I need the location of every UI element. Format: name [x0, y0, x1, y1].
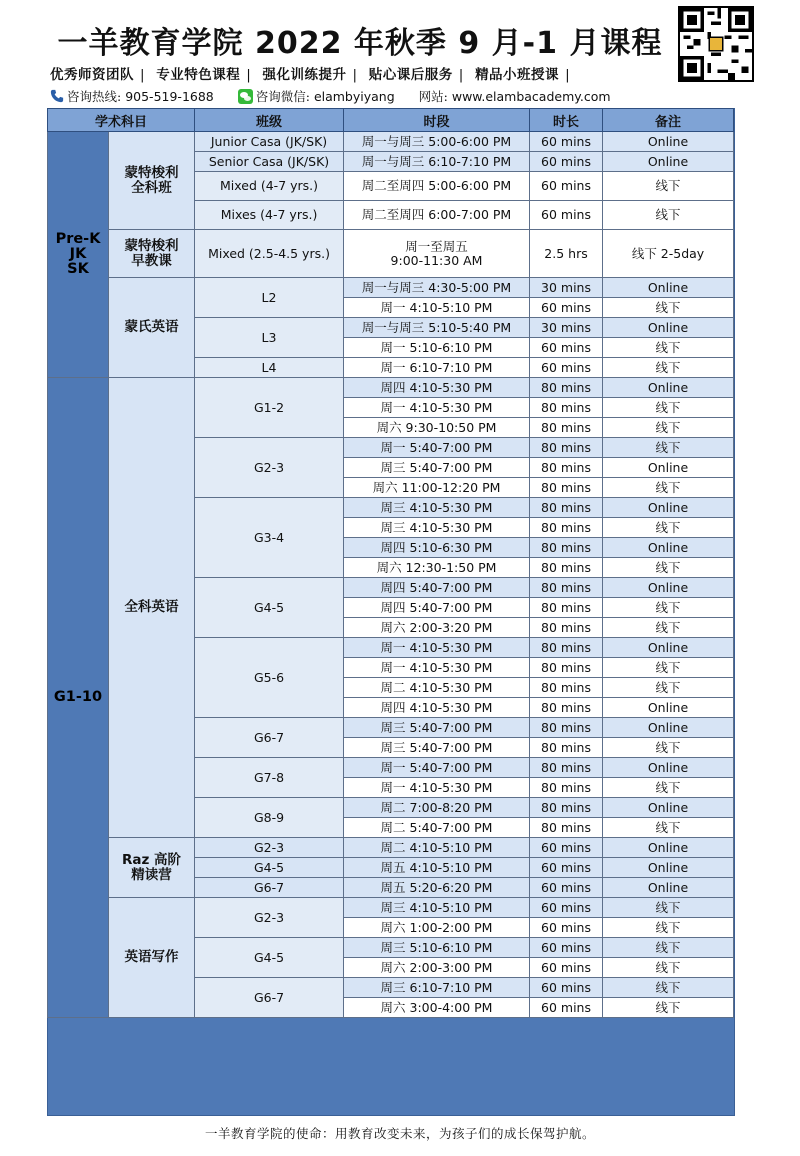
duration-cell: 80 mins: [530, 478, 603, 498]
time-cell: 周一 5:40-7:00 PM: [344, 758, 530, 778]
phone-icon: [50, 89, 64, 103]
level-cell: G4-5: [195, 578, 344, 638]
time-cell: 周五 5:20-6:20 PM: [344, 878, 530, 898]
table-row: [48, 230, 734, 278]
header-note: 备注: [603, 109, 734, 132]
note-cell: 线下: [603, 918, 734, 938]
note-cell: Online: [603, 718, 734, 738]
duration-cell: 60 mins: [530, 898, 603, 918]
time-cell: 周四 5:10-6:30 PM: [344, 538, 530, 558]
duration-cell: 80 mins: [530, 398, 603, 418]
level-cell: Mixes (4-7 yrs.): [195, 201, 344, 230]
course-cell: Raz 高阶 精读营: [109, 838, 195, 898]
time-cell: 周四 5:40-7:00 PM: [344, 598, 530, 618]
time-cell: 周六 2:00-3:00 PM: [344, 958, 530, 978]
level-cell: G1-2: [195, 378, 344, 438]
duration-cell: 80 mins: [530, 438, 603, 458]
note-cell: 线下: [603, 478, 734, 498]
table-header-row: [48, 109, 734, 132]
note-cell: 线下: [603, 978, 734, 998]
time-cell: 周一 4:10-5:30 PM: [344, 658, 530, 678]
wechat-icon: [238, 89, 253, 104]
note-cell: 线下: [603, 778, 734, 798]
level-cell: G5-6: [195, 638, 344, 718]
duration-cell: 80 mins: [530, 578, 603, 598]
time-cell: 周二 4:10-5:30 PM: [344, 678, 530, 698]
duration-cell: 80 mins: [530, 738, 603, 758]
duration-cell: 60 mins: [530, 152, 603, 172]
duration-cell: 80 mins: [530, 798, 603, 818]
duration-cell: 80 mins: [530, 498, 603, 518]
duration-cell: 60 mins: [530, 172, 603, 201]
time-cell: 周一至周五 9:00-11:30 AM: [344, 230, 530, 278]
level-cell: G3-4: [195, 498, 344, 578]
time-cell: 周三 5:40-7:00 PM: [344, 738, 530, 758]
duration-cell: 60 mins: [530, 978, 603, 998]
time-cell: 周六 9:30-10:50 PM: [344, 418, 530, 438]
time-cell: 周三 4:10-5:10 PM: [344, 898, 530, 918]
level-cell: G6-7: [195, 718, 344, 758]
note-cell: 线下: [603, 518, 734, 538]
time-cell: 周一 5:40-7:00 PM: [344, 438, 530, 458]
note-cell: 线下: [603, 398, 734, 418]
duration-cell: 80 mins: [530, 558, 603, 578]
note-cell: Online: [603, 578, 734, 598]
level-cell: G2-3: [195, 838, 344, 858]
level-cell: G7-8: [195, 758, 344, 798]
course-cell: 蒙特梭利 全科班: [109, 132, 195, 230]
duration-cell: 60 mins: [530, 918, 603, 938]
note-cell: Online: [603, 798, 734, 818]
website-link[interactable]: www.elambacademy.com: [451, 89, 611, 104]
page-title: 一羊教育学院 2022 年秋季 9 月-1 月课程: [57, 26, 663, 61]
duration-cell: 80 mins: [530, 418, 603, 438]
time-cell: 周二 5:40-7:00 PM: [344, 818, 530, 838]
table-row: [48, 278, 734, 298]
note-cell: Online: [603, 318, 734, 338]
header-time: 时段: [344, 109, 530, 132]
note-cell: 线下: [603, 338, 734, 358]
feature-item: 强化训练提升: [262, 67, 347, 83]
table-row: [48, 378, 734, 398]
note-cell: 线下: [603, 172, 734, 201]
time-cell: 周一 4:10-5:30 PM: [344, 398, 530, 418]
course-cell: 英语写作: [109, 898, 195, 1018]
time-cell: 周一与周三 5:00-6:00 PM: [344, 132, 530, 152]
time-cell: 周一 4:10-5:30 PM: [344, 638, 530, 658]
header-subject: 学术科目: [48, 109, 195, 132]
mission-footer: 一羊教育学院的使命：用教育改变未来，为孩子们的成长保驾护航。: [204, 1126, 595, 1141]
duration-cell: 80 mins: [530, 638, 603, 658]
note-cell: Online: [603, 838, 734, 858]
duration-cell: 80 mins: [530, 518, 603, 538]
schedule-table: [47, 108, 734, 1018]
level-cell: Junior Casa (JK/SK): [195, 132, 344, 152]
note-cell: 线下: [603, 938, 734, 958]
phone-label: 咨询热线:: [67, 89, 122, 104]
feature-item: 专业特色课程: [156, 67, 241, 83]
time-cell: 周二 4:10-5:10 PM: [344, 838, 530, 858]
duration-cell: 80 mins: [530, 698, 603, 718]
level-cell: G6-7: [195, 978, 344, 1018]
time-cell: 周五 4:10-5:10 PM: [344, 858, 530, 878]
level-cell: G8-9: [195, 798, 344, 838]
duration-cell: 60 mins: [530, 938, 603, 958]
time-cell: 周一 5:10-6:10 PM: [344, 338, 530, 358]
course-cell: 全科英语: [109, 378, 195, 838]
time-cell: 周一 4:10-5:30 PM: [344, 778, 530, 798]
note-cell: Online: [603, 878, 734, 898]
level-cell: G6-7: [195, 878, 344, 898]
level-cell: L2: [195, 278, 344, 318]
table-row: [48, 132, 734, 152]
note-cell: Online: [603, 858, 734, 878]
duration-cell: 60 mins: [530, 358, 603, 378]
duration-cell: 30 mins: [530, 278, 603, 298]
level-cell: G2-3: [195, 438, 344, 498]
level-cell: Senior Casa (JK/SK): [195, 152, 344, 172]
note-cell: Online: [603, 152, 734, 172]
header-duration: 时长: [530, 109, 603, 132]
note-cell: 线下: [603, 298, 734, 318]
time-cell: 周三 5:40-7:00 PM: [344, 718, 530, 738]
duration-cell: 60 mins: [530, 298, 603, 318]
time-cell: 周六 12:30-1:50 PM: [344, 558, 530, 578]
phone-number: 905-519-1688: [125, 89, 214, 104]
course-cell: 蒙特梭利 早教课: [109, 230, 195, 278]
note-cell: 线下: [603, 558, 734, 578]
duration-cell: 80 mins: [530, 538, 603, 558]
contact-line: [50, 87, 690, 105]
time-cell: 周六 11:00-12:20 PM: [344, 478, 530, 498]
note-cell: 线下: [603, 898, 734, 918]
level-cell: L3: [195, 318, 344, 358]
time-cell: 周一 4:10-5:10 PM: [344, 298, 530, 318]
note-cell: Online: [603, 638, 734, 658]
duration-cell: 80 mins: [530, 818, 603, 838]
time-cell: 周四 5:40-7:00 PM: [344, 578, 530, 598]
note-cell: 线下: [603, 738, 734, 758]
feature-item: 精品小班授课: [475, 67, 560, 83]
note-cell: 线下: [603, 998, 734, 1018]
table-row: [48, 838, 734, 858]
course-cell: 蒙氏英语: [109, 278, 195, 378]
wechat-id: elambyiyang: [313, 89, 395, 104]
header-class: 班级: [195, 109, 344, 132]
level-cell: L4: [195, 358, 344, 378]
note-cell: Online: [603, 132, 734, 152]
time-cell: 周三 4:10-5:30 PM: [344, 518, 530, 538]
duration-cell: 80 mins: [530, 678, 603, 698]
note-cell: 线下: [603, 418, 734, 438]
duration-cell: 80 mins: [530, 718, 603, 738]
note-cell: 线下: [603, 678, 734, 698]
note-cell: 线下: [603, 818, 734, 838]
duration-cell: 60 mins: [530, 858, 603, 878]
note-cell: Online: [603, 458, 734, 478]
note-cell: 线下: [603, 618, 734, 638]
time-cell: 周六 2:00-3:20 PM: [344, 618, 530, 638]
level-cell: Mixed (2.5-4.5 yrs.): [195, 230, 344, 278]
level-cell: G4-5: [195, 938, 344, 978]
duration-cell: 80 mins: [530, 618, 603, 638]
time-cell: 周二 7:00-8:20 PM: [344, 798, 530, 818]
duration-cell: 80 mins: [530, 378, 603, 398]
level-cell: G2-3: [195, 898, 344, 938]
time-cell: 周一与周三 4:30-5:00 PM: [344, 278, 530, 298]
wechat-label: 咨询微信:: [255, 89, 310, 104]
duration-cell: 60 mins: [530, 838, 603, 858]
note-cell: Online: [603, 538, 734, 558]
time-cell: 周二至周四 5:00-6:00 PM: [344, 172, 530, 201]
note-cell: 线下: [603, 598, 734, 618]
time-cell: 周一与周三 5:10-5:40 PM: [344, 318, 530, 338]
note-cell: Online: [603, 758, 734, 778]
time-cell: 周四 4:10-5:30 PM: [344, 378, 530, 398]
duration-cell: 2.5 hrs: [530, 230, 603, 278]
level-cell: Mixed (4-7 yrs.): [195, 172, 344, 201]
duration-cell: 80 mins: [530, 758, 603, 778]
note-cell: 线下: [603, 658, 734, 678]
note-cell: Online: [603, 498, 734, 518]
duration-cell: 80 mins: [530, 598, 603, 618]
time-cell: 周一与周三 6:10-7:10 PM: [344, 152, 530, 172]
duration-cell: 80 mins: [530, 658, 603, 678]
time-cell: 周三 5:40-7:00 PM: [344, 458, 530, 478]
time-cell: 周二至周四 6:00-7:00 PM: [344, 201, 530, 230]
time-cell: 周四 4:10-5:30 PM: [344, 698, 530, 718]
level-cell: G4-5: [195, 858, 344, 878]
time-cell: 周六 1:00-2:00 PM: [344, 918, 530, 938]
time-cell: 周三 4:10-5:30 PM: [344, 498, 530, 518]
note-cell: 线下: [603, 358, 734, 378]
subject-cell: Pre-K JK SK: [48, 132, 109, 378]
duration-cell: 60 mins: [530, 998, 603, 1018]
feature-item: 优秀师资团队: [50, 67, 134, 83]
time-cell: 周一 6:10-7:10 PM: [344, 358, 530, 378]
note-cell: 线下 2-5day: [603, 230, 734, 278]
duration-cell: 30 mins: [530, 318, 603, 338]
time-cell: 周三 5:10-6:10 PM: [344, 938, 530, 958]
note-cell: Online: [603, 378, 734, 398]
feature-list: 优秀师资团队 | 专业特色课程 | 强化训练提升 | 贴心课后服务 | 精品小班授课 |: [50, 67, 571, 83]
duration-cell: 60 mins: [530, 201, 603, 230]
time-cell: 周三 6:10-7:10 PM: [344, 978, 530, 998]
duration-cell: 60 mins: [530, 132, 603, 152]
duration-cell: 60 mins: [530, 338, 603, 358]
subject-cell: G1-10: [48, 378, 109, 1018]
note-cell: 线下: [603, 958, 734, 978]
note-cell: 线下: [603, 438, 734, 458]
duration-cell: 80 mins: [530, 458, 603, 478]
duration-cell: 60 mins: [530, 878, 603, 898]
note-cell: Online: [603, 698, 734, 718]
note-cell: Online: [603, 278, 734, 298]
note-cell: 线下: [603, 201, 734, 230]
duration-cell: 60 mins: [530, 958, 603, 978]
time-cell: 周六 3:00-4:00 PM: [344, 998, 530, 1018]
table-row: [48, 898, 734, 918]
website-label: 网站:: [418, 89, 448, 104]
feature-item: 贴心课后服务: [368, 67, 453, 83]
duration-cell: 80 mins: [530, 778, 603, 798]
